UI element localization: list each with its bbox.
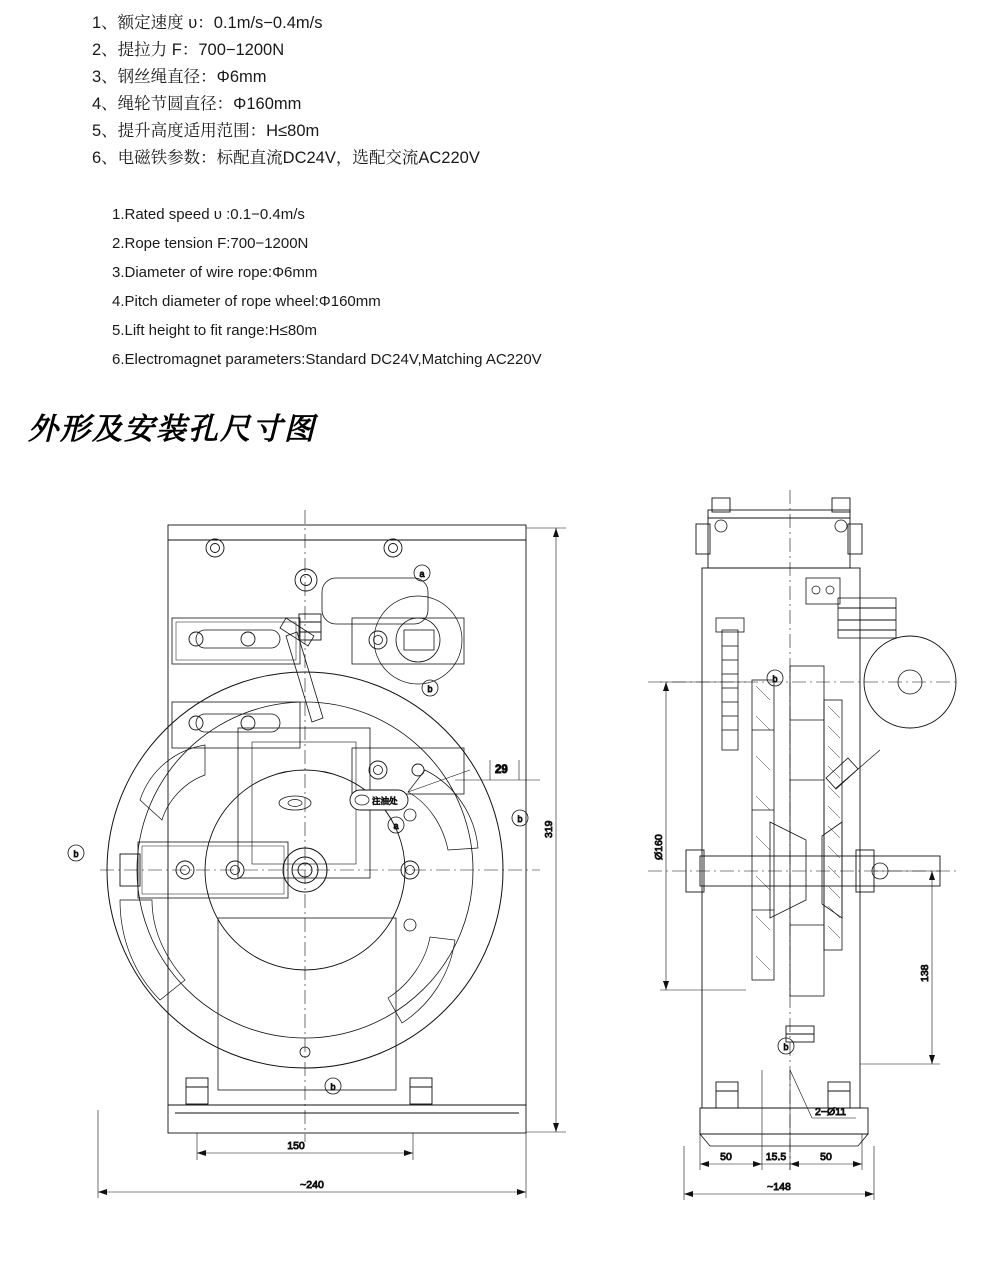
spec-cn-5: 5、提升高度适用范围：H≤80m [92, 122, 320, 140]
balloon-b-right: b [517, 814, 523, 824]
dim-319: 319 [543, 820, 555, 838]
dim-240: ~240 [300, 1179, 324, 1191]
dim-29: 29 [495, 764, 508, 776]
spec-en-5: 5.Lift height to fit range:H≤80m [112, 322, 318, 339]
spec-en-2: 2.Rope tension F:700−1200N [112, 235, 309, 252]
balloon-b-side-upper: b [772, 674, 778, 684]
balloon-a-mid: a [393, 821, 399, 831]
spec-en-6: 6.Electromagnet parameters:Standard DC24V,Matching AC220V [112, 351, 542, 368]
balloon-b-upper: b [427, 684, 433, 694]
dim-right-50: 50 [820, 1151, 832, 1163]
balloon-b-side-lower: b [783, 1042, 789, 1052]
dim-hole-note: 2−Ø11 [815, 1106, 847, 1118]
balloon-b-left: b [73, 849, 79, 859]
dim-left-50: 50 [720, 1151, 732, 1163]
spec-cn-1: 1、额定速度 υ：0.1m/s−0.4m/s [92, 14, 323, 32]
balloon-a-top: a [419, 569, 425, 579]
spec-cn-2: 2、提拉力 F：700−1200N [92, 41, 285, 59]
dim-pitch-diameter: Ø160 [653, 834, 665, 860]
dim-138: 138 [919, 964, 931, 982]
specs-list-chinese [92, 10, 480, 172]
balloon-b-bottom: b [330, 1082, 336, 1092]
spec-en-3: 3.Diameter of wire rope:Φ6mm [112, 264, 318, 281]
spec-cn-3: 3、钢丝绳直径：Φ6mm [92, 68, 267, 86]
spec-en-4: 4.Pitch diameter of rope wheel:Φ160mm [112, 293, 381, 310]
specs-list-english [112, 200, 542, 374]
oil-label: 注油处 [372, 796, 398, 806]
dim-148: ~148 [767, 1181, 791, 1193]
technical-drawing [0, 470, 1000, 1260]
section-heading: 外形及安装孔尺寸图 [28, 412, 316, 447]
dim-15-5: 15.5 [765, 1151, 787, 1163]
dim-150: 150 [287, 1140, 305, 1152]
spec-cn-6: 6、电磁铁参数：标配直流DC24V，选配交流AC220V [92, 149, 480, 167]
spec-en-1: 1.Rated speed υ :0.1−0.4m/s [112, 206, 305, 223]
spec-cn-4: 4、绳轮节圆直径：Φ160mm [92, 95, 302, 113]
